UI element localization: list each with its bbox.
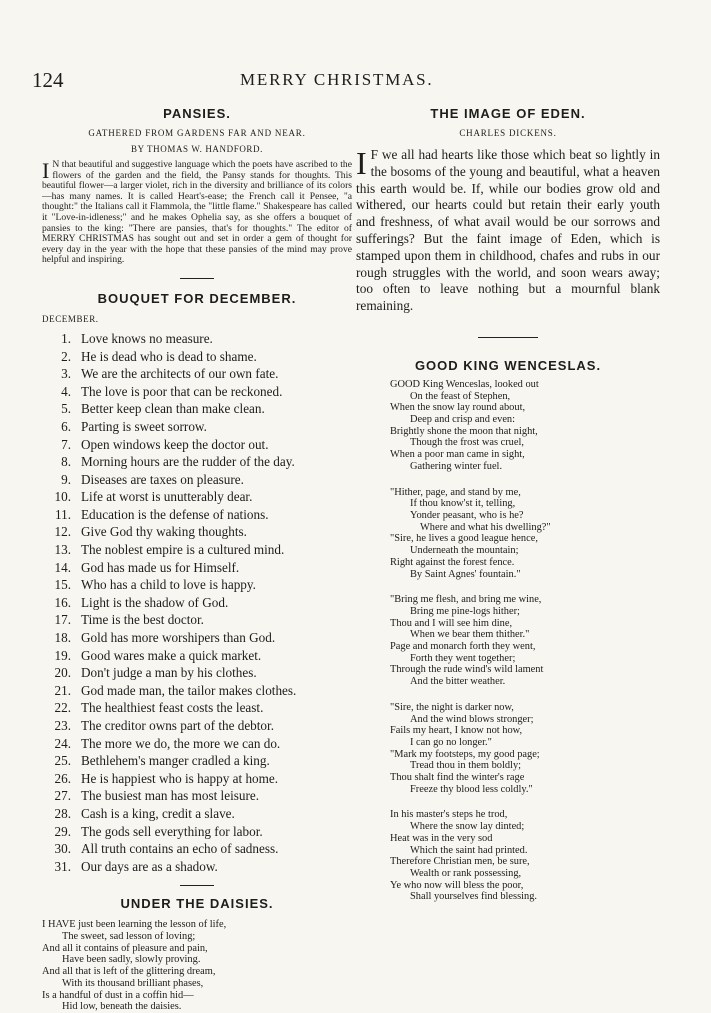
- poem-line: Gathering winter fuel.: [410, 460, 503, 472]
- list-item-text: Life at worst is unutterably dear.: [81, 489, 253, 505]
- poem-line: In his master's steps he trod,: [390, 809, 508, 821]
- list-item-text: Better keep clean than make clean.: [81, 401, 265, 417]
- list-item: [42, 418, 352, 436]
- poem-line: Page and monarch forth they went,: [390, 641, 536, 653]
- list-item: [42, 330, 352, 348]
- bouquet-title: BOUQUET FOR DECEMBER.: [97, 290, 297, 306]
- list-item: [42, 436, 352, 454]
- list-item-number: 5.: [61, 401, 71, 417]
- list-item-number: 10.: [54, 489, 71, 505]
- list-item: [42, 488, 352, 506]
- list-item-text: Gold has more worshipers than God.: [81, 630, 276, 646]
- list-item-text: God made man, the tailor makes clothes.: [81, 682, 297, 698]
- list-item-number: 13.: [54, 542, 71, 558]
- poem-line: Though the frost was cruel,: [410, 437, 524, 449]
- wenceslas-poem: [356, 379, 660, 903]
- poem-line: Where the snow lay dinted;: [410, 821, 525, 833]
- poem-line: I HAVE just been learning the lesson of life,: [42, 919, 227, 931]
- list-item-number: 18.: [54, 630, 71, 646]
- poem-line: Thou and I will see him dine,: [390, 617, 513, 629]
- list-item-number: 7.: [61, 436, 71, 452]
- poem-line: When the snow lay round about,: [390, 402, 526, 414]
- list-item: [42, 541, 352, 559]
- list-item-number: 17.: [54, 612, 71, 628]
- daisies-title: UNDER THE DAISIES.: [120, 896, 274, 912]
- list-item: [42, 471, 352, 489]
- list-item: [42, 752, 352, 770]
- poem-line: And all that is left of the glittering dream,: [42, 966, 216, 978]
- list-item-text: He is dead who is dead to shame.: [81, 348, 257, 364]
- poem-line: I can go no longer.": [410, 736, 492, 748]
- poem-line: "Mark my footsteps, my good page;: [390, 748, 540, 760]
- list-item: [42, 611, 352, 629]
- poem-line: When we bear them thither.": [410, 629, 530, 641]
- eden-text: [356, 147, 660, 315]
- list-item-number: 3.: [61, 366, 71, 382]
- list-item-number: 4.: [61, 383, 71, 399]
- list-item: [42, 805, 352, 823]
- daisies-poem: [42, 919, 352, 1013]
- poem-line: On the feast of Stephen,: [410, 390, 511, 402]
- list-item-number: 30.: [54, 841, 71, 857]
- list-item-number: 6.: [61, 418, 71, 434]
- list-item-text: Light is the shadow of God.: [81, 594, 229, 610]
- poem-line: Yonder peasant, who is he?: [410, 510, 524, 521]
- pansies-subtitle: GATHERED FROM GARDENS FAR AND NEAR.: [88, 128, 306, 138]
- list-item: [42, 629, 352, 647]
- list-item-text: He is happiest who is happy at home.: [81, 770, 279, 786]
- list-item-number: 26.: [54, 770, 71, 786]
- poem-line: Where and what his dwelling?": [420, 521, 551, 533]
- list-item-text: Time is the best doctor.: [81, 612, 204, 628]
- poem-line: Deep and crisp and even:: [410, 414, 516, 426]
- list-item: [42, 823, 352, 841]
- poem-line: Is a handful of dust in a coffin hid—: [42, 989, 194, 1001]
- list-item: [42, 735, 352, 753]
- list-item: [42, 647, 352, 665]
- left-column: [42, 106, 352, 1013]
- list-item-number: 22.: [54, 700, 71, 716]
- list-item: [42, 453, 352, 471]
- poem-stanza: [390, 594, 660, 688]
- poem-line: "Sire, he lives a good league hence,: [390, 533, 538, 545]
- poem-line: Bring me pine-logs hither;: [410, 605, 520, 617]
- list-item-text: Open windows keep the doctor out.: [81, 436, 269, 452]
- poem-line: And the bitter weather.: [410, 676, 506, 688]
- poem-line: Which the saint had printed.: [410, 844, 528, 856]
- list-item-number: 23.: [54, 718, 71, 733]
- list-item-number: 20.: [54, 665, 71, 681]
- poem-line: Brightly shone the moon that night,: [390, 425, 538, 437]
- list-item-text: Our days are as a shadow.: [81, 858, 218, 874]
- list-item-number: 14.: [54, 559, 71, 575]
- poem-line: And all it contains of pleasure and pain,: [42, 942, 208, 954]
- list-item-number: 16.: [54, 594, 71, 610]
- list-item: [42, 664, 352, 682]
- list-item: [42, 787, 352, 805]
- list-item-text: Love knows no measure.: [81, 330, 213, 346]
- list-item-number: 12.: [54, 524, 71, 540]
- eden-body: F we all had hearts like those which beat so lightly in the bosoms of the young and beautiful, what a heaven this earth would be. If, while our bodies grow old and withered, our hearts could but retain their early youth and freshness, of what avail would be our sorrows and sufferings? But the faint image of Eden, which is stamped upon them in childhood, chafes and rubs in our rough struggles with the world, and soon wears away; too often to leave nothing but a mournful blank remaining.: [356, 147, 660, 314]
- list-item: [42, 858, 352, 876]
- section-divider: [180, 278, 214, 279]
- list-item-text: Morning hours are the rudder of the day.: [81, 454, 295, 470]
- list-item-number: 1.: [61, 330, 71, 346]
- list-item: [42, 506, 352, 524]
- list-item-text: The more we do, the more we can do.: [81, 735, 281, 751]
- list-item: [42, 699, 352, 717]
- poem-line: Fails my heart, I know not how,: [390, 725, 523, 737]
- list-item: [42, 770, 352, 788]
- sayings-list: [42, 330, 352, 875]
- pansies-text: IN that beautiful and suggestive language which the poets have ascribed to the flowers of the garden and the field, the Pansy stands for thoughts. This beautiful flower—a larger violet, rich in the diversity and brilliance of its colors—has many names. It is called Heart's-ease; the French call it Pensee, "a thought:" the Italians call it Flammola, the "little flame." Shakespeare has called it "Love-in-idleness;" and he makes Ophelia say, as she offers a bouquet of pansies to the king: "There are pansies, that's for thoughts." The editor of MERRY CHRISTMAS has sought out and set in order a gem of thought for every day in the year with the hope that these pansies of the mind may prove helpful and inspiring.: [42, 158, 352, 266]
- eden-title: THE IMAGE OF EDEN.: [430, 106, 586, 121]
- eden-author: CHARLES DICKENS.: [459, 128, 557, 138]
- list-item-number: 25.: [54, 753, 71, 769]
- pansies-title: PANSIES.: [163, 106, 231, 121]
- right-column: [356, 106, 660, 903]
- list-item-number: 29.: [54, 823, 71, 839]
- poem-line: When a poor man came in sight,: [390, 449, 525, 461]
- list-item-number: 31.: [54, 858, 71, 874]
- list-item: [42, 717, 352, 735]
- list-item: [42, 576, 352, 594]
- list-item-text: The gods sell everything for labor.: [81, 823, 263, 839]
- list-item-number: 2.: [61, 348, 71, 364]
- list-item-text: The busiest man has most leisure.: [81, 788, 259, 804]
- poem-line: If thou know'st it, telling,: [410, 498, 516, 510]
- list-item-text: The healthiest feast costs the least.: [81, 700, 264, 716]
- running-title: MERRY CHRISTMAS.: [240, 70, 434, 89]
- list-item-text: God has made us for Himself.: [81, 559, 240, 575]
- poem-line: "Hither, page, and stand by me,: [390, 486, 521, 498]
- list-item: [42, 383, 352, 401]
- list-item-text: Cash is a king, credit a slave.: [81, 805, 235, 821]
- poem-line: Wealth or rank possessing,: [410, 867, 522, 879]
- section-divider: [478, 337, 538, 338]
- poem-line: Therefore Christian men, be sure,: [390, 856, 530, 868]
- poem-line: GOOD King Wenceslas, looked out: [390, 378, 539, 390]
- poem-stanza: [390, 809, 660, 903]
- poem-line: Freeze thy blood less coldly.": [410, 783, 533, 795]
- list-item-number: 8.: [61, 454, 71, 470]
- list-item-text: Diseases are taxes on pleasure.: [81, 471, 244, 487]
- poem-line: Heat was in the very sod: [390, 832, 493, 844]
- list-item: [42, 365, 352, 383]
- section-divider: [180, 885, 214, 886]
- list-item: [42, 682, 352, 700]
- list-item: [42, 559, 352, 577]
- list-item-number: 27.: [54, 788, 71, 804]
- list-item-number: 19.: [54, 647, 71, 663]
- poem-stanza: [390, 702, 660, 796]
- list-item-text: Good wares make a quick market.: [81, 647, 262, 663]
- list-item-text: The love is poor that can be reckoned.: [81, 383, 283, 399]
- poem-line: Right against the forest fence.: [390, 556, 515, 568]
- list-item-number: 15.: [54, 577, 71, 593]
- list-item: [42, 594, 352, 612]
- poem-line: Have been sadly, slowly proving.: [62, 954, 201, 966]
- list-item-text: The creditor owns part of the debtor.: [81, 718, 274, 733]
- poem-stanza: [390, 487, 660, 581]
- wenceslas-title: GOOD KING WENCESLAS.: [414, 357, 602, 373]
- list-item-text: Don't judge a man by his clothes.: [81, 665, 257, 681]
- list-item-number: 24.: [54, 735, 71, 751]
- list-item-text: Who has a child to love is happy.: [81, 577, 256, 593]
- list-item-text: Bethlehem's manger cradled a king.: [81, 753, 270, 769]
- list-item-text: Education is the defense of nations.: [81, 506, 269, 522]
- page-number: 124: [32, 68, 64, 92]
- poem-line: And the wind blows stronger;: [410, 713, 534, 725]
- list-item-text: We are the architects of our own fate.: [81, 366, 279, 382]
- poem-line: With its thousand brilliant phases,: [62, 977, 204, 989]
- list-item: [42, 400, 352, 418]
- list-item-text: Give God thy waking thoughts.: [81, 524, 247, 540]
- list-item-text: All truth contains an echo of sadness.: [81, 841, 279, 857]
- eden-drop-cap: I: [356, 145, 367, 181]
- list-item-number: 28.: [54, 805, 71, 821]
- list-item: [42, 523, 352, 541]
- poem-line: The sweet, sad lesson of loving;: [62, 931, 196, 943]
- poem-stanza: [390, 379, 660, 473]
- poem-line: Ye who now will bless the poor,: [390, 879, 524, 891]
- list-item-number: 11.: [55, 506, 71, 522]
- poem-line: Forth they went together;: [410, 652, 516, 664]
- poem-line: Shall yourselves find blessing.: [410, 891, 537, 903]
- poem-line: "Sire, the night is darker now,: [390, 701, 514, 713]
- poem-line: By Saint Agnes' fountain.": [410, 568, 521, 580]
- poem-line: "Bring me flesh, and bring me wine,: [390, 594, 542, 606]
- list-item-number: 9.: [61, 471, 71, 487]
- list-item-text: Parting is sweet sorrow.: [81, 418, 207, 434]
- list-item: [42, 348, 352, 366]
- poem-line: Thou shalt find the winter's rage: [390, 772, 525, 784]
- pansies-byline: BY THOMAS W. HANDFORD.: [131, 144, 263, 154]
- bouquet-month: DECEMBER.: [42, 313, 99, 324]
- poem-line: Hid low, beneath the daisies.: [62, 1001, 182, 1013]
- list-item-number: 21.: [54, 682, 71, 698]
- poem-line: Underneath the mountain;: [410, 545, 519, 557]
- list-item: [42, 840, 352, 858]
- poem-line: Tread thou in them boldly;: [410, 760, 522, 772]
- list-item-text: The noblest empire is a cultured mind.: [81, 542, 285, 558]
- poem-line: Through the rude wind's wild lament: [390, 664, 544, 676]
